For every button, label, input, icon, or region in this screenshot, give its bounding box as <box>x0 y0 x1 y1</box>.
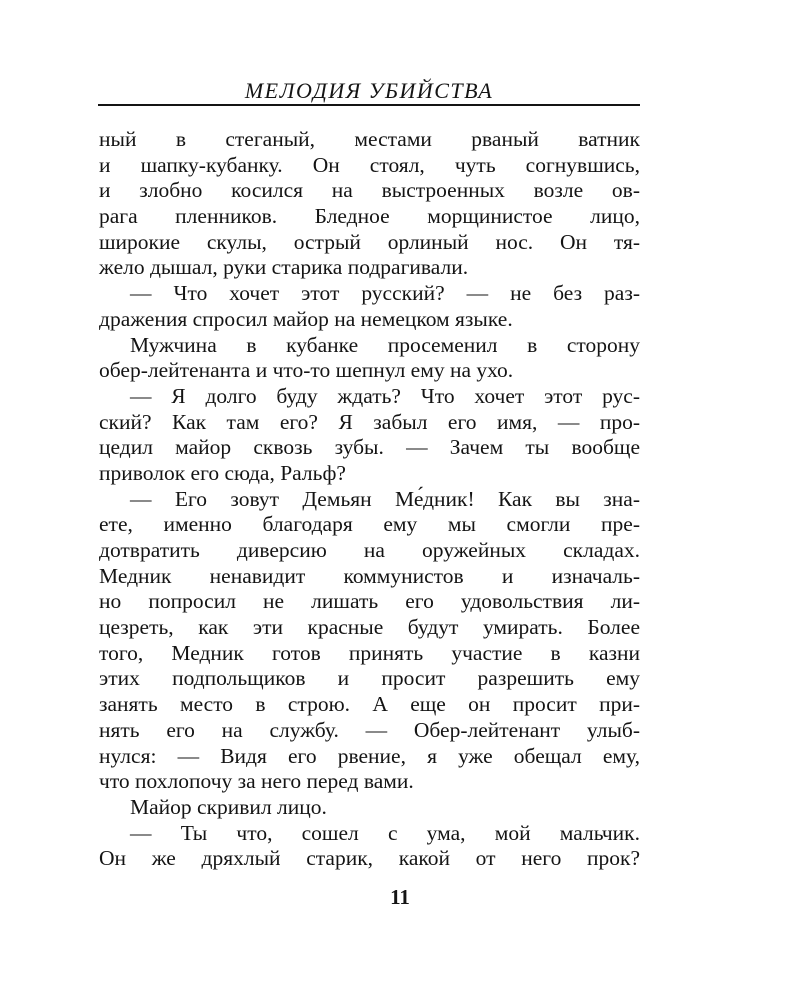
text-line: — Ты что, сошел с ума, мой мальчик. <box>130 820 640 845</box>
text-line: что похлопочу за него перед вами. <box>99 769 414 794</box>
text-line: этих подпольщиков и просит разрешить ему <box>99 666 640 691</box>
text-line: жело дышал, руки старика подрагивали. <box>99 255 469 280</box>
text-line: нулся: — Видя его рвение, я уже обещал ему, <box>99 743 640 768</box>
text-line: нять его на службу. — Обер-лейтенант улыб- <box>99 717 640 742</box>
text-line: — Его зовут Демьян Ме́дник! Как вы зна- <box>130 486 640 511</box>
text-line: приволок его сюда, Ральф? <box>99 460 346 485</box>
header-rule <box>98 104 640 106</box>
text-line: — Я долго буду ждать? Что хочет этот рус- <box>130 383 640 408</box>
text-line: цезреть, как эти красные будут умирать. Более <box>99 615 640 640</box>
page-number: 11 <box>390 885 410 909</box>
text-line: цедил майор сквозь зубы. — Зачем ты вообще <box>99 435 640 460</box>
text-line: ный в стеганый, местами рваный ватник <box>99 127 640 151</box>
text-line: обер-лейтенанта и что-то шепнул ему на ухо. <box>99 358 514 383</box>
text-line: Медник ненавидит коммунистов и изначаль- <box>99 563 640 588</box>
body-text <box>99 127 640 872</box>
text-line: Мужчина в кубанке просеменил в сторону <box>130 332 640 357</box>
running-title: МЕЛОДИЯ УБИЙСТВА <box>244 78 494 103</box>
text-line: ский? Как там его? Я забыл его имя, — про- <box>99 409 640 434</box>
running-header <box>98 73 640 113</box>
text-line: ете, именно благодаря ему мы смогли пре- <box>99 512 640 537</box>
text-line: и злобно косился на выстроенных возле ов- <box>99 178 640 203</box>
text-line: того, Медник готов принять участие в казни <box>99 640 640 665</box>
text-line: рага пленников. Бледное морщинистое лицо, <box>99 204 640 229</box>
text-line: занять место в строю. А еще он просит при- <box>99 692 640 717</box>
text-line: дражения спросил майор на немецком языке. <box>99 306 513 331</box>
text-line: широкие скулы, острый орлиный нос. Он тя- <box>99 229 640 254</box>
text-line: дотвратить диверсию на оружейных складах. <box>99 538 640 562</box>
text-line: — Что хочет этот русский? — не без раз- <box>130 281 640 306</box>
text-line: и шапку-кубанку. Он стоял, чуть согнувшись, <box>99 152 640 177</box>
text-line: Майор скривил лицо. <box>130 794 327 819</box>
text-line: но попросил не лишать его удовольствия ли- <box>99 589 640 614</box>
text-line: Он же дряхлый старик, какой от него прок? <box>99 846 640 871</box>
